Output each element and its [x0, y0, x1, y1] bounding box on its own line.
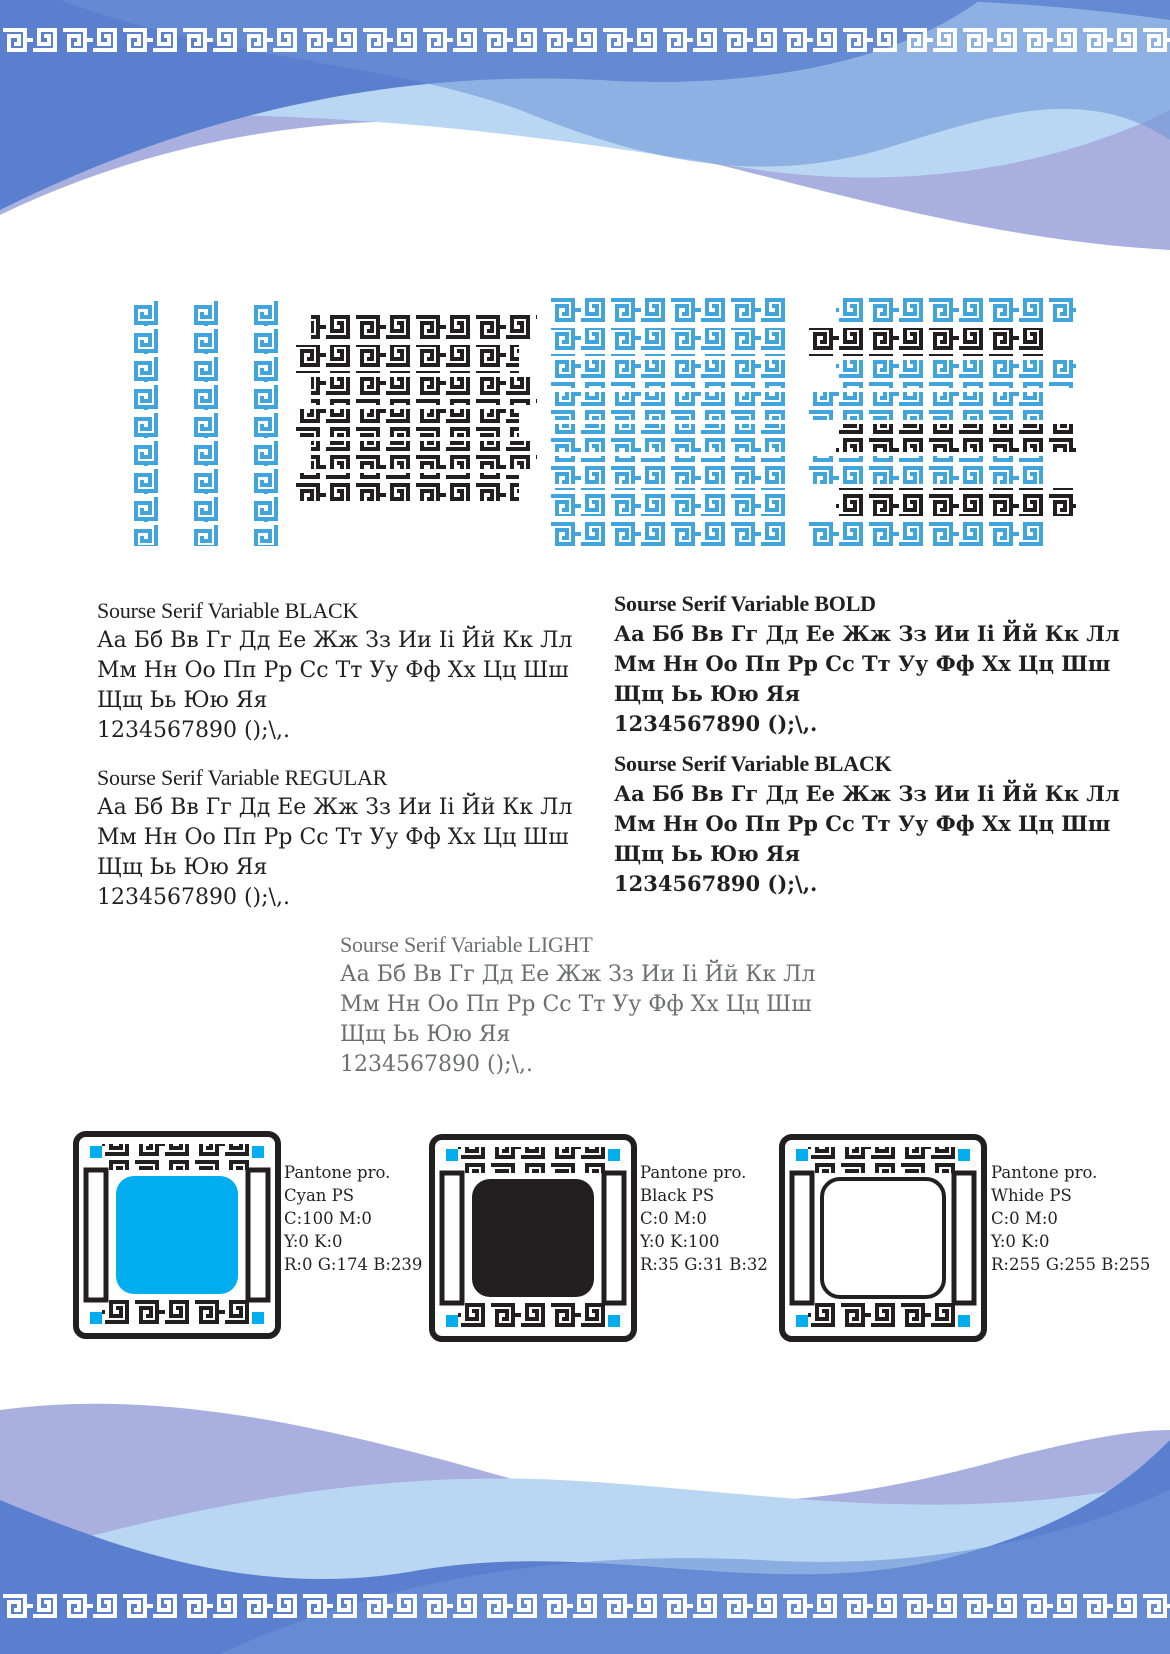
specimen-line: 1234567890 ();\,.: [340, 1052, 533, 1077]
swatch-name: Cyan PS: [284, 1186, 355, 1205]
swatch-brand: Pantone pro.: [284, 1163, 391, 1182]
specimen-line: Щщ Ьь Юю Яя: [340, 1022, 511, 1047]
specimen-title: Sourse Serif Variable LIGHT: [340, 932, 593, 957]
swatch-cmyk: C:100 M:0: [284, 1209, 372, 1228]
swatch-black-label: [640, 1161, 768, 1276]
specimen-line: Щщ Ьь Юю Яя: [97, 688, 268, 713]
swatch-cmyk: C:0 M:0: [640, 1209, 707, 1228]
pattern-sample-mixed: [806, 296, 1076, 552]
swatch-cmyk: Y:0 K:0: [991, 1232, 1050, 1251]
specimen-title: Sourse Serif Variable BLACK: [614, 751, 892, 776]
swatch-cmyk: C:0 M:0: [991, 1209, 1058, 1228]
specimen-line: Мм Нн Оо Пп Рр Сс Тт Уу Фф Хх Цц Шш: [97, 825, 569, 850]
swatch-rgb: R:255 G:255 B:255: [991, 1255, 1151, 1274]
specimen-line: Мм Нн Оо Пп Рр Сс Тт Уу Фф Хх Цц Шш: [614, 651, 1111, 676]
swatch-name: Whide PS: [991, 1186, 1072, 1205]
specimen-line: Щщ Ьь Юю Яя: [97, 855, 268, 880]
specimen-bold: [614, 589, 1120, 739]
specimen-line: Щщ Ьь Юю Яя: [614, 841, 800, 866]
specimen-line: 1234567890 ();\,.: [614, 871, 818, 896]
bottom-ornament-border: [0, 1592, 1170, 1622]
specimen-title: Sourse Serif Variable REGULAR: [97, 765, 388, 790]
specimen-line: Мм Нн Оо Пп Рр Сс Тт Уу Фф Хх Цц Шш: [340, 992, 812, 1017]
specimen-line: 1234567890 ();\,.: [97, 718, 290, 743]
specimen-black-left: [97, 596, 572, 746]
specimen-black-right: [614, 749, 1120, 899]
pattern-sample-blue-grid: [548, 296, 788, 552]
specimen-line: Аа Бб Вв Гг Дд Ее Жж Зз Ии Іі Йй Кк Лл: [97, 795, 573, 820]
specimen-regular: [97, 763, 572, 913]
specimen-line: 1234567890 ();\,.: [97, 885, 290, 910]
swatch-black-chip: [428, 1133, 638, 1343]
swatch-white-label: [991, 1161, 1150, 1276]
pattern-sample-black: [293, 313, 541, 501]
swatch-cyan-label: [284, 1161, 422, 1276]
specimen-line: Аа Бб Вв Гг Дд Ее Жж Зз Ии Іі Йй Кк Лл: [614, 621, 1120, 646]
specimen-line: Щщ Ьь Юю Яя: [614, 681, 800, 706]
specimen-line: 1234567890 ();\,.: [614, 711, 818, 736]
swatch-brand: Pantone pro.: [640, 1163, 747, 1182]
specimen-line: Мм Нн Оо Пп Рр Сс Тт Уу Фф Хх Цц Шш: [97, 658, 569, 683]
top-ornament-border: [0, 26, 1170, 56]
specimen-title: Sourse Serif Variable BOLD: [614, 591, 876, 616]
specimen-line: Аа Бб Вв Гг Дд Ее Жж Зз Ии Іі Йй Кк Лл: [97, 628, 573, 653]
swatch-rgb: R:35 G:31 B:32: [640, 1255, 768, 1274]
swatch-rgb: R:0 G:174 B:239: [284, 1255, 423, 1274]
specimen-line: Мм Нн Оо Пп Рр Сс Тт Уу Фф Хх Цц Шш: [614, 811, 1111, 836]
specimen-line: Аа Бб Вв Гг Дд Ее Жж Зз Ии Іі Йй Кк Лл: [340, 962, 816, 987]
specimen-line: Аа Бб Вв Гг Дд Ее Жж Зз Ии Іі Йй Кк Лл: [614, 781, 1120, 806]
specimen-title: Sourse Serif Variable BLACK: [97, 598, 359, 623]
swatch-cyan-chip: [72, 1130, 282, 1340]
swatch-cmyk: Y:0 K:100: [640, 1232, 720, 1251]
swatch-name: Black PS: [640, 1186, 715, 1205]
swatch-white-chip: [778, 1133, 988, 1343]
swatch-brand: Pantone pro.: [991, 1163, 1098, 1182]
specimen-light: [340, 930, 815, 1080]
swatch-cmyk: Y:0 K:0: [284, 1232, 343, 1251]
pattern-sample-vertical-blue: [100, 298, 280, 546]
